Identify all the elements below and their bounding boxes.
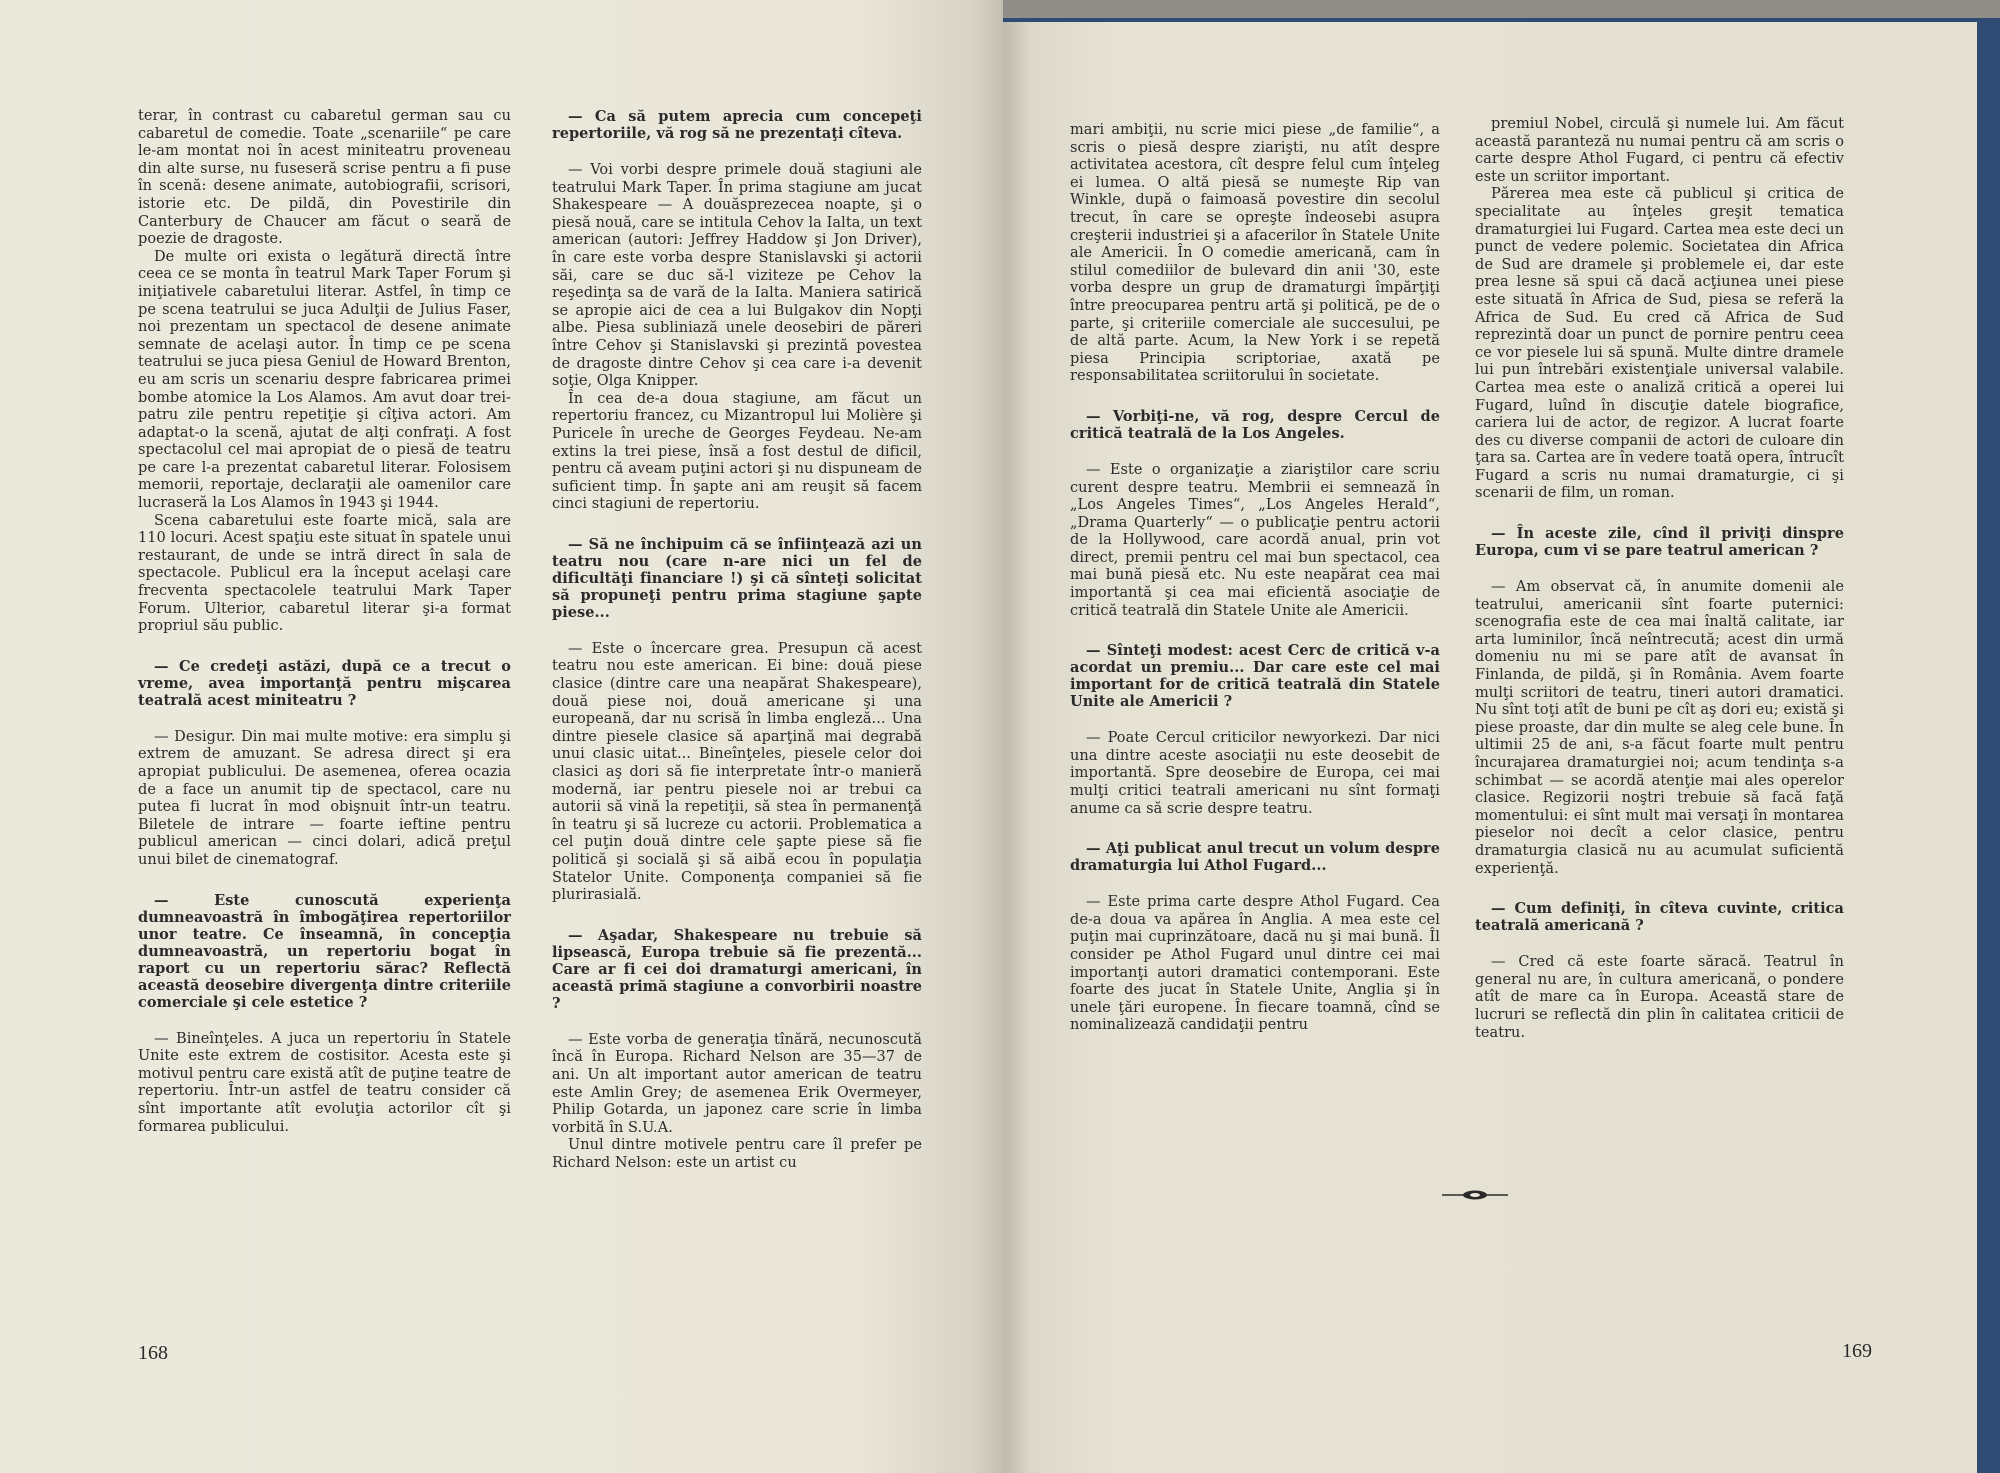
- interview-question: — Vorbiţi-ne, vă rog, despre Cercul de critică teatrală de la Los Angeles.: [1070, 407, 1440, 442]
- end-ornament: [1440, 1188, 1510, 1202]
- paragraph: — Este vorba de generaţia tînără, necunoscută încă în Europa. Richard Nelson are 35—37 de ani. Un alt important autor american de teatru este Amlin Grey; de asemenea Erik Overmeyer, Philip Gotarda, un japonez care scrie în limba vorbită în S.U.A.: [552, 1031, 922, 1136]
- paragraph: Părerea mea este că publicul şi critica de specialitate au înţeles greşit tematica dramaturgiei lui Fugard. Cartea mea este deci un punct de vedere polemic. Societatea din Africa de Sud are dramele şi problemele ei, dar este prea lesne să spui că dacă acţiunea unei piese este situată în Africa de Sud, piesa se referă la Africa de Sud. Eu cred că Africa de Sud reprezintă doar un punct de pornire pentru ceea ce vor piesele lui să spună. Multe dintre dramele lui pun întrebări existenţiale universal valabile. Cartea mea este o analiză critică a operei lui Fugard, luînd în discuţie datele biografice, cariera lui de actor, de regizor. A lucrat foarte des cu diverse companii de actori de culoare din ţara sa. Cartea are în vedere toată opera, întrucît Fugard a scris nu numai dramaturgie, ci şi scenarii de film, un roman.: [1475, 186, 1844, 502]
- left-page-column-2: [552, 108, 922, 1173]
- paragraph: În cea de-a doua stagiune, am făcut un repertoriu francez, cu Mizantropul lui Molière şi Puricele în ureche de Georges Feydeau. Ne-am extins la trei piese, însă a fost destul de dificil, pentru că aveam puţini actori şi nu dispuneam de suficient timp. În şapte ani am reuşit să facem cinci stagiuni de repertoriu.: [552, 390, 922, 513]
- interview-question: — Aşadar, Shakespeare nu trebuie să lipsească, Europa trebuie să fie prezentă... Care ar fi cei doi dramaturgi americani, în această primă stagiune a convorbirii noastre ?: [552, 926, 922, 1012]
- paragraph: — Este o organizaţie a ziariştilor care scriu curent despre teatru. Membrii ei semnează în „Los Angeles Times“, „Los Angeles Herald“, „Drama Quarterly“ — o publicaţie pentru actorii de la Hollywood, care acordă anual, prin vot direct, premii pentru cel mai bun spectacol, cea mai bună piesă etc. Nu este neapărat cea mai importantă şi cea mai eficientă asociaţie de critică teatrală din Statele Unite ale Americii.: [1070, 461, 1440, 619]
- interview-question: — Cum definiţi, în cîteva cuvinte, critica teatrală americană ?: [1475, 900, 1844, 935]
- paragraph: — Este o încercare grea. Presupun că acest teatru nou este american. Ei bine: două piese clasice (dintre care una neapărat Shakespeare), două piese noi, două americane şi una europeană, dar nu scrisă în limba engleză... Una dintre piesele clasice să aparţină mai degrabă unui clasic uitat... Bineînţeles, piesele celor doi clasici aş dori să fie interpretate într-o manieră modernă, iar pentru piesele noi ar trebui ca autorii să vină la repetiţii, să stea în permanenţă în teatru şi să lucreze cu actorii. Problematica a cel puţin două dintre cele şapte piese să fie politică şi socială şi să aibă ecou în populaţia Statelor Unite. Componenţa companiei să fie plurirasială.: [552, 640, 922, 904]
- paragraph: — Este prima carte despre Athol Fugard. Cea de-a doua va apărea în Anglia. A mea este cel puţin mai cuprinzătoare, dacă nu şi mai bună. Îl consider pe Athol Fugard unul dintre cei mai importanţi autori dramatici contemporani. Este foarte des jucat în Statele Unite, Anglia şi în unele ţări europene. În fiecare toamnă, cînd se nominalizează candidaţii pentru: [1070, 894, 1440, 1034]
- left-page-column-1: [138, 108, 511, 1136]
- paragraph: mari ambiţii, nu scrie mici piese „de familie“, a scris o piesă despre ziarişti, nu atît despre activitatea acestora, cît despre felul cum înţeleg ei lumea. O altă piesă se numeşte Rip van Winkle, după o faimoasă povestire din secolul trecut, în care se opreşte îndeosebi asupra creşterii industriei şi a afacerilor în Statele Unite ale Americii. În O comedie americană, cam în stilul comediilor de bulevard din anii '30, este vorba despre un grup de dramaturgi împărţiţi între preocuparea pentru artă şi politică, pe de o parte, şi criteriile comerciale ale succesului, pe de altă parte. Acum, la New York i se repetă piesa Principia scriptoriae, axată pe responsabilitatea scriitorului în societate.: [1070, 122, 1440, 385]
- right-page-column-1: [1070, 122, 1440, 1035]
- interview-question: — Ce credeţi astăzi, după ce a trecut o vreme, avea importanţă pentru mişcarea teatrală acest miniteatru ?: [138, 657, 511, 709]
- paragraph: premiul Nobel, circulă şi numele lui. Am făcut această paranteză nu numai pentru că am scris o carte despre Athol Fugard, ci pentru că efectiv este un scriitor important.: [1475, 116, 1844, 185]
- interview-question: — Sînteţi modest: acest Cerc de critică v-a acordat un premiu... Dar care este cel mai important for de critică teatrală din Statele Unite ale Americii ?: [1070, 642, 1440, 711]
- paragraph: Unul dintre motivele pentru care îl prefer pe Richard Nelson: este un artist cu: [552, 1137, 922, 1171]
- paragraph: terar, în contrast cu cabaretul german sau cu cabaretul de comedie. Toate „scenariile“ pe care le-am montat noi în acest miniteatru proveneau din alte surse, nu fuseseră scrise pentru a fi puse în scenă: desene animate, autobiografii, scrisori, istorie etc. De pildă, din Povestirile din Canterbury de Chaucer am făcut o seară de poezie de dragoste.: [138, 108, 511, 248]
- paragraph: — Desigur. Din mai multe motive: era simplu şi extrem de amuzant. Se adresa direct şi era apropiat publicului. De asemenea, oferea ocazia de a face un anumit tip de spectacol, care nu putea fi lucrat în mod obişnuit într-un teatru. Biletele de intrare — foarte ieftine pentru publicul american — cinci dolari, adică preţul unui bilet de cinematograf.: [138, 728, 511, 868]
- paragraph: — Am observat că, în anumite domenii ale teatrului, americanii sînt foarte puternici: scenografia este de cea mai înaltă calitate, iar arta luminilor, încă neîntrecută; acest din urmă domeniu nu mi se pare atît de avansat în Finlanda, de pildă, şi în România. Avem foarte mulţi scriitori de teatru, tineri autori dramatici. Nu sînt toţi atît de buni pe cît aş dori eu; există şi piese proaste, dar din multe se aleg cele bune. În ultimii 25 de ani, s-a făcut foarte mult pentru încurajarea dramaturgiei noi; acum tendinţa s-a schimbat — se acordă atenţie mai ales operelor clasice. Regizorii noştri trebuie să facă faţă momentului: ei sînt mult mai versaţi în montarea pieselor noi decît a celor clasice, pentru dramaturgia clasică nu au acumulat suficientă experienţă.: [1475, 579, 1844, 877]
- interview-question: — Ca să putem aprecia cum concepeţi repertoriile, vă rog să ne prezentaţi cîteva.: [552, 108, 922, 142]
- interview-question: — Este cunoscută experienţa dumneavoastră în îmbogăţirea repertoriilor unor teatre. Ce înseamnă, în concepţia dumneavoastră, un repertoriu bogat în raport cu un repertoriu sărac? Reflectă această deosebire divergenţa dintre criteriile comerciale şi cele estetice ?: [138, 891, 511, 1011]
- interview-question: — Aţi publicat anul trecut un volum despre dramaturgia lui Athol Fugard...: [1070, 840, 1440, 875]
- right-page: [1003, 22, 1977, 1473]
- paragraph: — Bineînţeles. A juca un repertoriu în Statele Unite este extrem de costisitor. Acesta este şi motivul pentru care există atît de puţine teatre de repertoriu. Într-un astfel de teatru consider că sînt importante atît evoluţia actorilor cît şi formarea publicului.: [138, 1030, 511, 1135]
- right-page-column-2: [1475, 116, 1844, 1042]
- paragraph: Scena cabaretului este foarte mică, sala are 110 locuri. Acest spaţiu este situat în spatele unui restaurant, de unde se intră direct în sala de spectacole. Publicul era la început acelaşi care frecventa spectacolele teatrului Mark Taper Forum. Ulterior, cabaretul literar şi-a format propriul său public.: [138, 512, 511, 635]
- paragraph: — Cred că este foarte săracă. Teatrul în general nu are, în cultura americană, o pondere atît de mare ca în Europa. Această stare de lucruri se reflectă din plin în calitatea criticii de teatru.: [1475, 954, 1844, 1041]
- paragraph: De multe ori exista o legătură directă între ceea ce se monta în teatrul Mark Taper Forum şi iniţiativele cabaretului literar. Astfel, în timp ce pe scena teatrului se juca Adulţii de Julius Faser, noi prezentam un spectacol de desene animate semnate de acelaşi autor. În timp ce pe scena teatrului se juca piesa Geniul de Howard Brenton, eu am scris un scenariu despre fabricarea primei bombe atomice la Los Alamos. Am avut doar trei-patru zile pentru repetiţie şi cîţiva actori. Am adaptat-o la scenă, ajutat de alţi confraţi. A fost spectacolul cel mai apropiat de o piesă de teatru pe care l-a prezentat cabaretul literar. Folosisem memorii, reportaje, declaraţii ale oamenilor care lucraseră la Los Alamos în 1943 şi 1944.: [138, 248, 511, 512]
- paragraph: — Voi vorbi despre primele două stagiuni ale teatrului Mark Taper. În prima stagiune am jucat Shakespeare — A douăsprezecea noapte, şi o piesă nouă, care se intitula Cehov la Ialta, un text american (autori: Jeffrey Haddow şi Jon Driver), în care este vorba despre Stanislavski şi actorii săi, care se duc să-l viziteze pe Cehov la reşedinţa sa de vară de la Ialta. Maniera satirică se apropie aici de cea a lui Bulgakov din Nopţi albe. Piesa subliniază unele deosebiri de păreri între Cehov şi Stanislavski şi prezintă povestea de dragoste dintre Cehov şi cea care i-a devenit soţie, Olga Knipper.: [552, 162, 922, 390]
- page-number-left: 168: [138, 1342, 168, 1364]
- interview-question: — Să ne închipuim că se înfiinţează azi un teatru nou (care n-are nici un fel de dificultăţi financiare !) şi că sînteţi solicitat să propuneţi pentru prima stagiune şapte piese...: [552, 535, 922, 621]
- page-number-right: 169: [1842, 1340, 1872, 1362]
- interview-question: — În aceste zile, cînd îl priviţi dinspre Europa, cum vi se pare teatrul american ?: [1475, 525, 1844, 560]
- paragraph: — Poate Cercul criticilor newyorkezi. Dar nici una dintre aceste asociaţii nu este deosebit de importantă. Spre deosebire de Europa, cei mai mulţi critici teatrali americani nu sînt formaţi anume ca să scrie despre teatru.: [1070, 730, 1440, 817]
